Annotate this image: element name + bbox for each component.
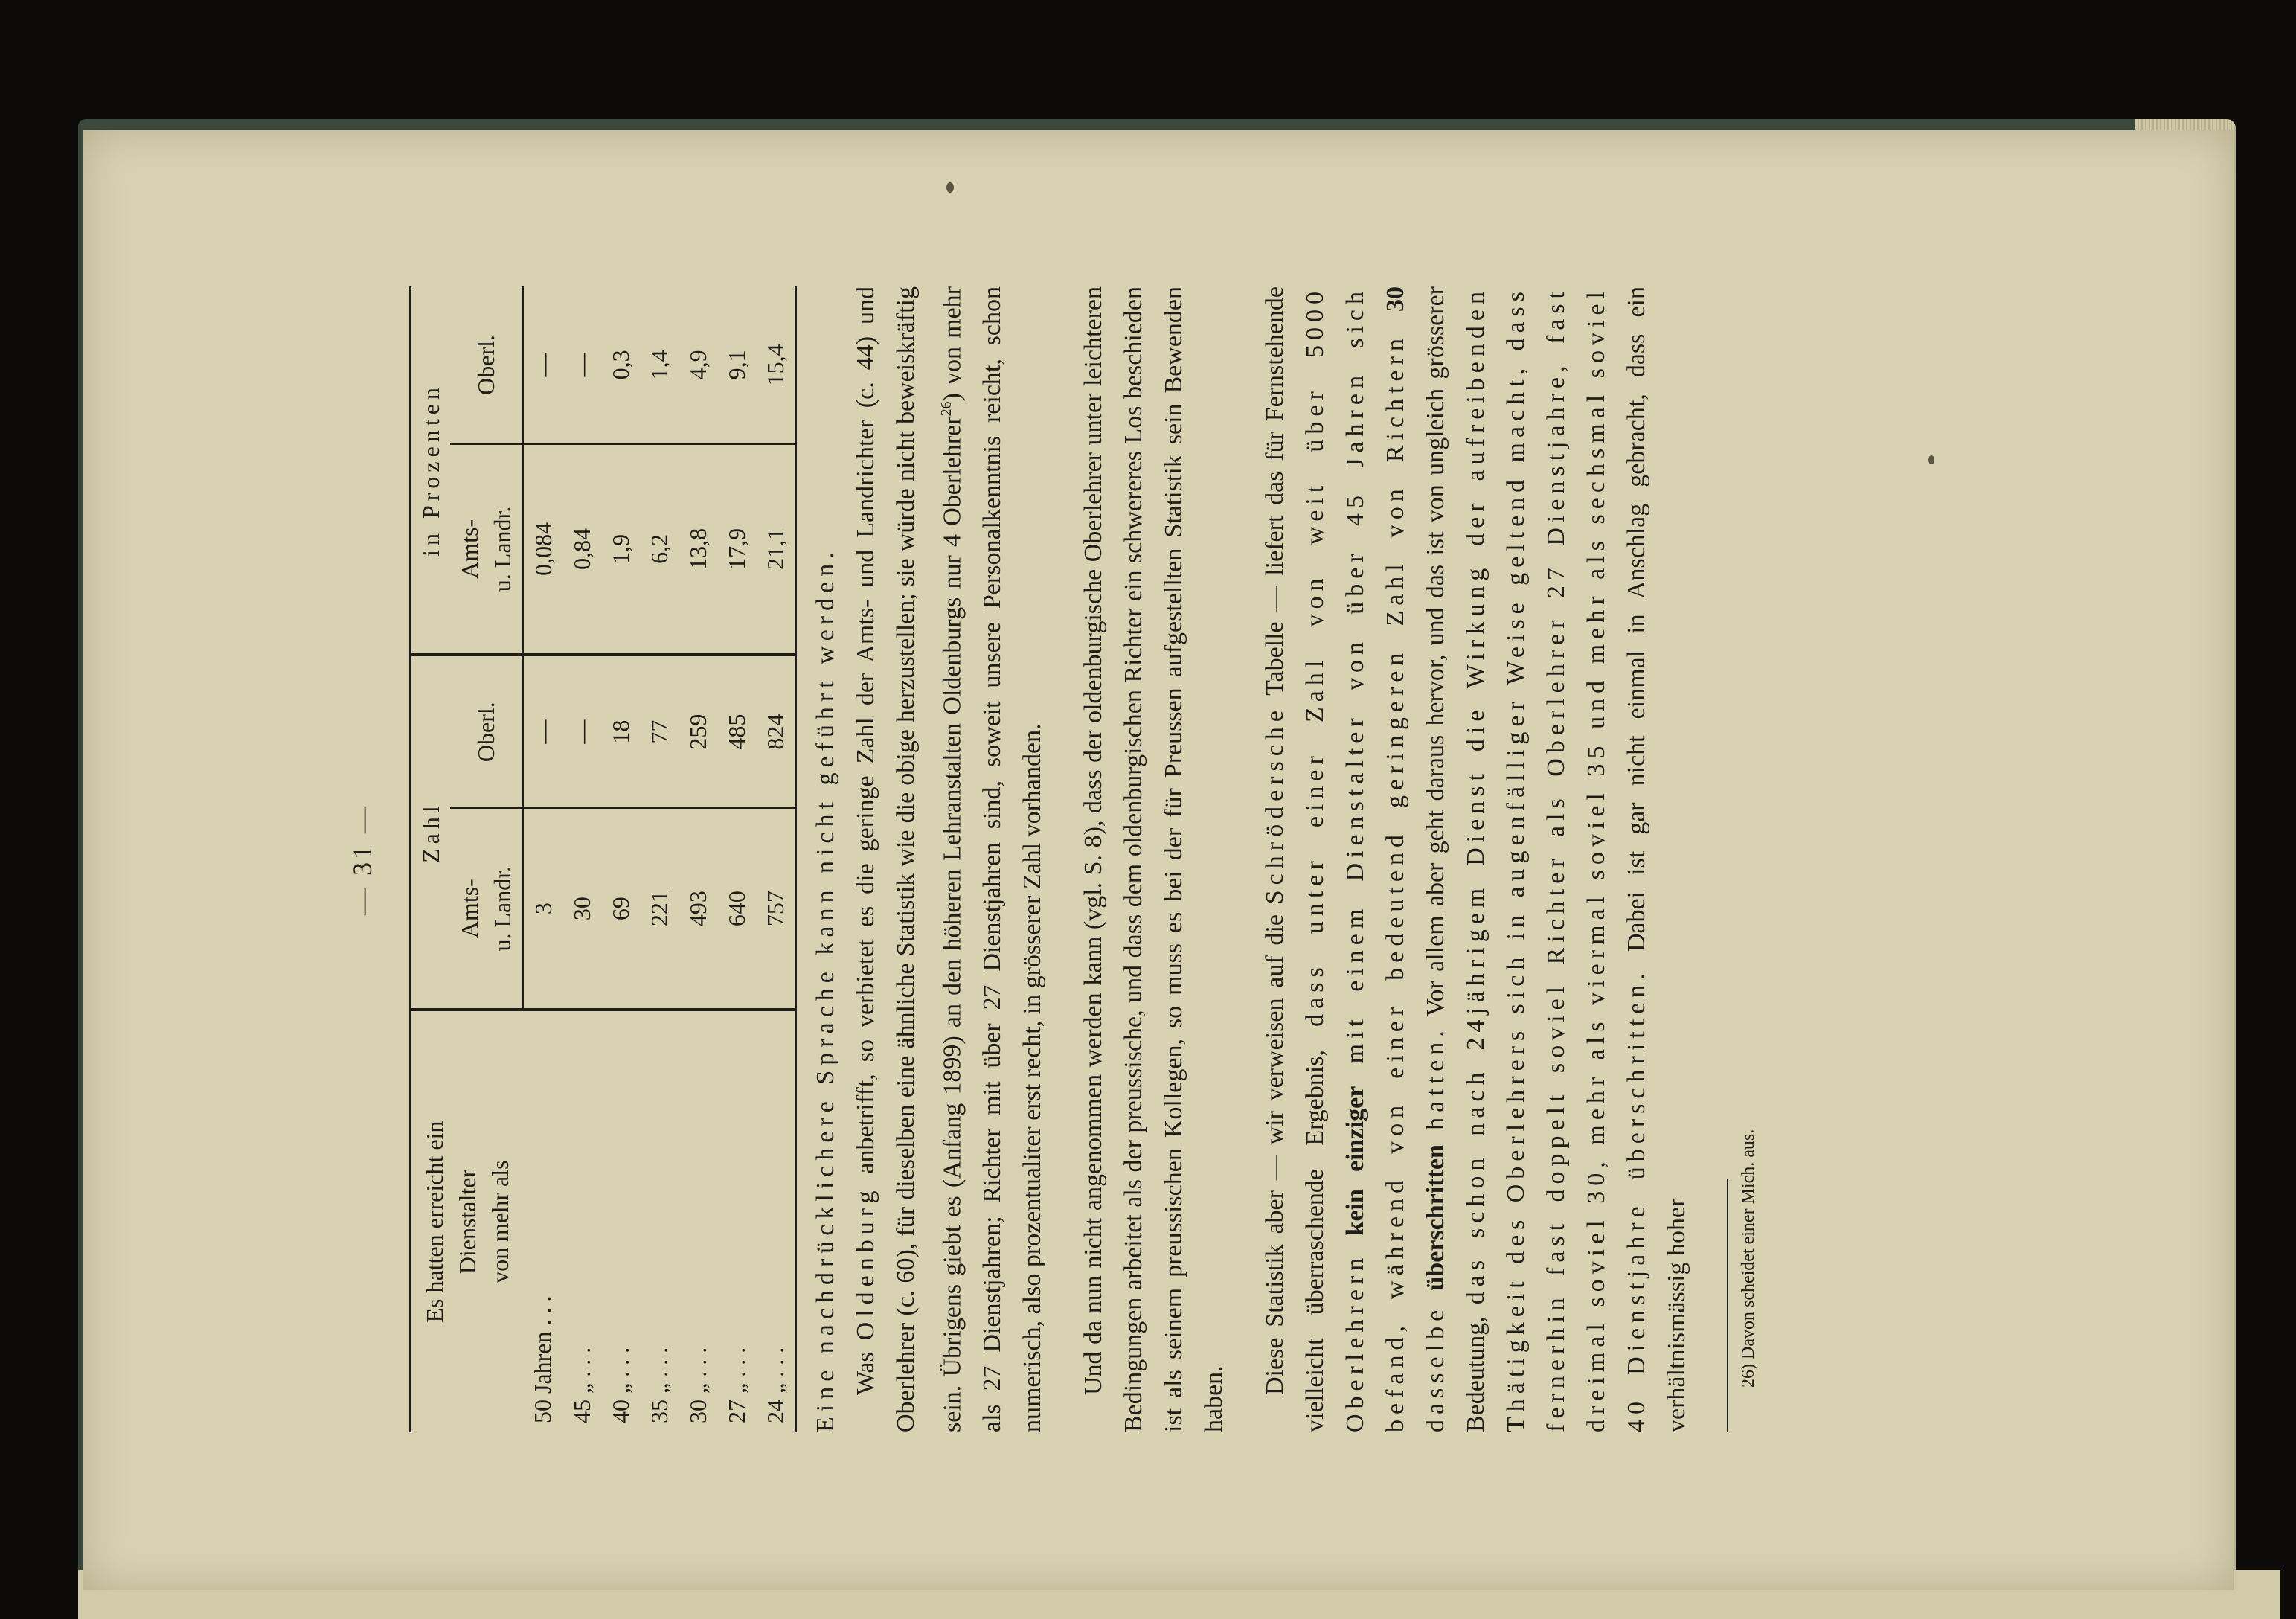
page-content	[342, 279, 2187, 1440]
header-oberl-prozent: Oberl.	[450, 286, 523, 444]
table-row: 35 „ . . . 221 77 6,2 1,4	[640, 286, 679, 1432]
table-row: 24 „ . . . 757 824 21,1 15,4	[756, 286, 796, 1432]
paragraph: Eine nachdrücklichere Sprache kann nicht geführt werden.	[812, 547, 839, 1432]
header-prozent: in Prozenten	[411, 286, 451, 655]
footnote: 26) Davon scheidet einer Mich. aus.	[1739, 1129, 1759, 1388]
body-text	[806, 286, 1697, 1432]
paragraph: Was Oldenburg anbetrifft, so verbietet es die geringe Zahl der Amts- und Landrichter (c. 44) und Oberlehrer (c. 60), für dieselben eine ähnliche Statistik wie die obige herzustellen; sie würde nicht beweiskräftig sein. Übrigens giebt es (Anfang 1899) an den höheren Lehranstalten Oldenburgs nur 4 Oberlehrer$^{26}$) von mehr als 27 Dienstjahren; Richter mit über 27 Dienstjahren sind, soweit unsere Personalkenntnis reicht, schon numerisch, also prozentualiter erst recht, in grösserer Zahl vorhanden.	[852, 286, 1047, 1432]
table-row: 30 „ . . . 493 259 13,8 4,9	[679, 286, 717, 1432]
page-number: — 31 —	[347, 804, 377, 915]
header-dienstalter: Es hatten erreicht ein Dienstalter von mehr als	[411, 1010, 523, 1432]
paragraph: Und da nun nicht angenommen werden kann (vgl. S. 8), dass der oldenburgische Oberlehrer unter leichteren Bedingungen arbeitet als der preussische, und dass dem oldenburgischen Richter ein schwereres Los beschieden ist als seinem preussischen Kollegen, so muss es bei der für Preussen aufgestellten Statistik sein Bewenden haben.	[1080, 286, 1228, 1432]
statistics-table	[409, 286, 797, 1432]
header-zahl: Zahl	[411, 655, 451, 1010]
table-row: 27 „ . . . 640 485 17,9 9,1	[717, 286, 756, 1432]
dust-speck	[946, 182, 954, 193]
header-amts-prozent: Amts- u. Landr.	[450, 444, 523, 655]
header-amts-zahl: Amts- u. Landr.	[450, 808, 523, 1010]
table-row: 45 „ . . . 30 — 0,84 —	[562, 286, 601, 1432]
header-oberl-zahl: Oberl.	[450, 655, 523, 808]
paragraph: Diese Statistik aber — wir verweisen auf die Schrödersche Tabelle — liefert das für Fernstehende vielleicht überraschende Ergebnis, dass unter einer Zahl von weit über 5000 Oberlehrern kein einziger mit einem Dienstalter von über 45 Jahren sich befand, während von einer bedeutend geringeren Zahl von Richtern 30 dasselbe überschritten hatten. Vor allem aber geht daraus hervor, und das ist von ungleich grösserer Bedeutung, das schon nach 24jährigem Dienst die Wirkung der aufreibenden Thätigkeit des Oberlehrers sich in augenfälliger Weise geltend macht, dass fernerhin fast doppelt soviel Richter als Oberlehrer 27 Dienstjahre, fast dreimal soviel 30, mehr als viermal soviel 35 und mehr als sechsmal soviel 40 Dienstjahre überschritten. Dabei ist gar nicht einmal in Anschlag gebracht, dass ein verhältnismässig hoher	[1261, 286, 1691, 1432]
footnote-rule	[1727, 1179, 1728, 1432]
table-row: 50 Jahren . . . 3 — 0,084 —	[523, 286, 563, 1432]
table-row: 40 „ . . . 69 18 1,9 0,3	[601, 286, 640, 1432]
